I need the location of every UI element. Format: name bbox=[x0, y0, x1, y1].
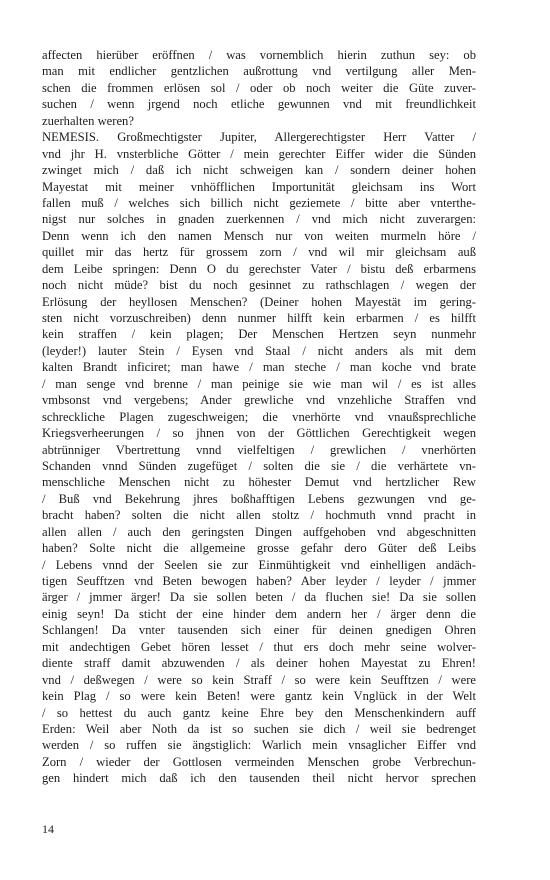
text-line: suchen / wenn jrgend noch etliche gewunnen vnd mit freundlichkeit bbox=[42, 97, 476, 112]
text-line: Kriegsverheerungen / so jhnen von der Göttlichen Gerechtigkeit wegen bbox=[42, 426, 476, 441]
text-line: ärger / jmmer ärger! Da sie sollen beten / da fluchen sie! Da sie sollen bbox=[42, 590, 476, 605]
text-line: menschliche Menschen nicht zu höhester Demut vnd hertzlicher Rew bbox=[42, 475, 476, 490]
text-line: mit andechtigen Gebet hören lesset / thut ers doch mehr seine wolver- bbox=[42, 639, 476, 654]
text-line: dem Leibe springen: Denn O du gerechster Vater / bistu deß erbarmens bbox=[42, 261, 476, 276]
page-number: 14 bbox=[42, 822, 54, 836]
text-line: (leyder!) lauter Stein / Eysen vnd Staal / nicht anders als mit dem bbox=[42, 343, 476, 358]
text-line: kalten Brandt inficiret; man hawe / man steche / man koche vnd brate bbox=[42, 360, 476, 375]
text-line: / man senge vnd brenne / man peinige sie wie man wil / es ist alles bbox=[42, 376, 476, 391]
text-line: allen allen / auch den geringsten Dingen auffgehoben vnd abgeschnitten bbox=[42, 524, 476, 539]
text-line: schreckliche Plagen zugeschweigen; die vnerhörte vnd vnaußsprechliche bbox=[42, 409, 476, 424]
text-line: schen die frommen erlösen sol / oder ob noch weiter die Güte zuver- bbox=[42, 80, 476, 95]
text-line: gen hindert mich daß ich den tausenden theil nicht hervor sprechen bbox=[42, 771, 476, 786]
text-line: Mayestat mit meiner vnhöfflichen Importunität gleichsam ins Wort bbox=[42, 179, 476, 194]
text-line: kein Plag / so were kein Beten! were gantz kein Vnglück in der Welt bbox=[42, 689, 476, 704]
text-line: vnd / deßwegen / were so kein Straff / so were kein Seufftzen / were bbox=[42, 672, 476, 687]
text-line: Zorn / wieder der Gottlosen vermeinden Menschen grobe Verbrechun- bbox=[42, 754, 476, 769]
text-line: einig seyn! Da sticht der eine hinder dem andern her / ärger denn die bbox=[42, 606, 476, 621]
text-line: vnd jhr H. vnsterbliche Götter / mein gerechter Eiffer wider die Sünden bbox=[42, 146, 476, 161]
text-line: / so hettest du auch gantz keine Ehre bey den Menschenkindern auff bbox=[42, 705, 476, 720]
text-line: Erden: Weil aber Noth da ist so suchen sie dich / weil sie bedrenget bbox=[42, 721, 476, 736]
text-line: noch nicht müde? bist du noch gesinnet zu rathschlagen / wegen der bbox=[42, 278, 476, 293]
text-line: / Buß vnd Bekehrung jhres boßhafftigen Lebens gezwungen vnd ge- bbox=[42, 491, 476, 506]
body-text bbox=[42, 47, 476, 787]
text-line: / Lebens vnnd der Seelen sie zur Einmühtigkeit vnd einhelligen andäch- bbox=[42, 557, 476, 572]
text-line: kein straffen / kein plagen; Der Menschen Hertzen seyn nunmehr bbox=[42, 327, 476, 342]
text-line: vmbsonst vnd vergebens; Ander grewliche vnd vnzehliche Straffen vnd bbox=[42, 393, 476, 408]
text-line: abtrünniger Vbertrettung vnnd vielfeltigen / grewlichen / vnerhörten bbox=[42, 442, 476, 457]
text-line: nigst nur solches in gnaden zuerkennen / vnd mich nicht zuverargen: bbox=[42, 212, 476, 227]
text-line: sten nicht vorzuschreiben) denn nunmer hilfft kein erbarmen / es hilfft bbox=[42, 311, 476, 325]
text-line: werden / so ruffen sie ängstiglich: Warlich mein vnsaglicher Eiffer vnd bbox=[42, 738, 476, 753]
text-line: quillet mir das hertz für grossem zorn / vnd wil mir gleichsam auß bbox=[42, 245, 476, 260]
text-line: fallen muß / welches sich billich nicht geziemete / bitte aber vnterthe- bbox=[42, 195, 476, 210]
text-line: Denn wenn ich den namen Mensch nur von weiten murmeln höre / bbox=[42, 228, 476, 243]
text-line: NEMESIS. Großmechtigster Jupiter, Allergerechtigster Herr Vatter / bbox=[42, 130, 476, 145]
text-line: Erlösung der heyllosen Menschen? (Deiner hohen Mayestät im gering- bbox=[42, 294, 476, 309]
text-line: bracht haben? solten die nicht allen stoltz / hochmuth vnnd pracht in bbox=[42, 508, 476, 523]
text-line: tigen Seufftzen vnd Beten bewogen haben? Aber leyder / leyder / jmmer bbox=[42, 574, 476, 588]
text-line: zwinget mich / daß ich nicht schweigen kan / sondern deiner hohen bbox=[42, 163, 476, 178]
text-line: affecten hierüber eröffnen / was vornemblich hierin zuthun sey: ob bbox=[42, 48, 476, 62]
text-line: Schlangen! Da vnter tausenden sich einer für deinen gnedigen Ohren bbox=[42, 623, 476, 638]
text-line: man mit endlicher gentzlichen außrottung vnd vertilgung aller Men- bbox=[42, 64, 476, 79]
text-line: diente straff damit abzuwenden / als deiner hohen Mayestat zu Ehren! bbox=[42, 656, 476, 671]
text-line: haben? Solte nicht die allgemeine grosse gefahr dero Güter deß Leibs bbox=[42, 541, 476, 556]
text-line: zuerhalten weren? bbox=[42, 113, 134, 128]
text-line: Schanden vnnd Sünden zugefüget / solten die sie / die verhärtete vn- bbox=[42, 458, 476, 473]
